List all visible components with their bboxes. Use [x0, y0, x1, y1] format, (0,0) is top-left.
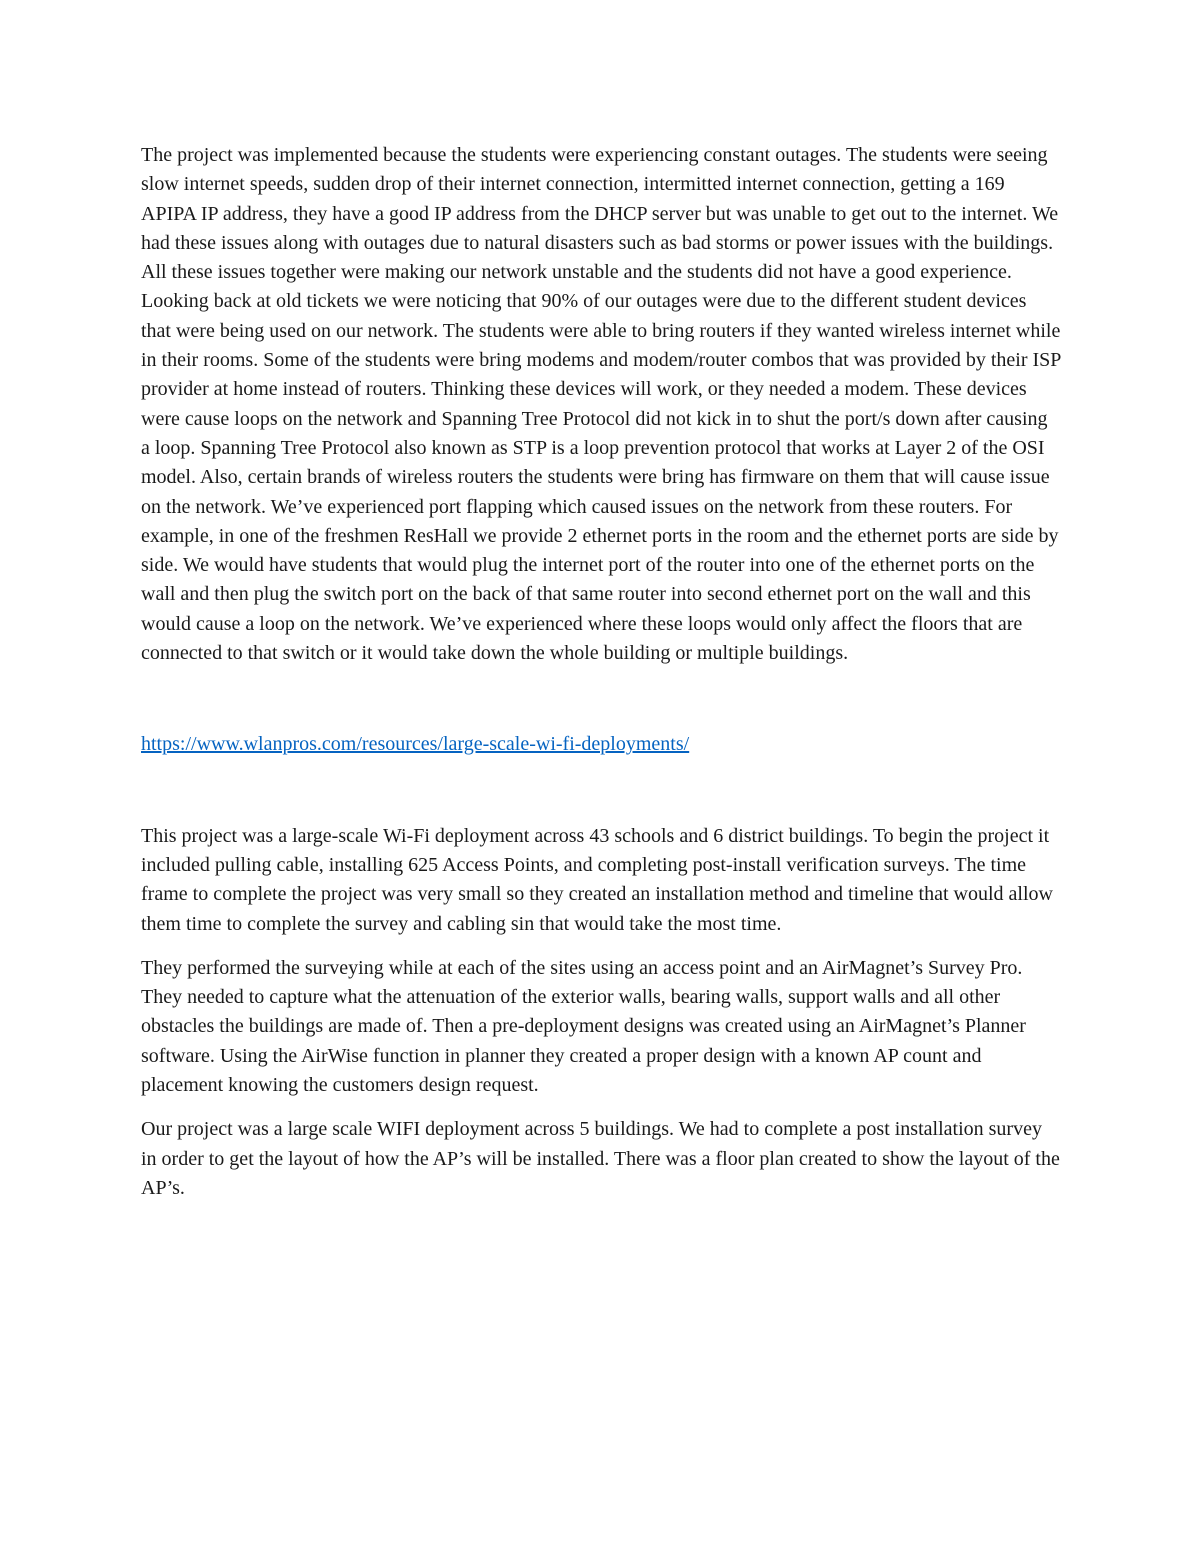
paragraph-our-project: Our project was a large scale WIFI deployment across 5 buildings. We had to complete a post installation survey in order to get the layout of how the AP’s will be installed. There was a floor plan created to show the layout of the AP’s.: [141, 1118, 1060, 1199]
reference-link-line: [141, 730, 1061, 759]
reference-link[interactable]: https://www.wlanpros.com/resources/large-scale-wi-fi-deployments/: [141, 733, 690, 756]
document-page: [141, 141, 1061, 1203]
paragraph-surveying: They performed the surveying while at each of the sites using an access point and an AirMagnet’s Survey Pro. They needed to capture what the attenuation of the exterior walls, bearing walls, support walls and all other obstacles the buildings are made of. Then a pre-deployment designs was created using an AirMagnet’s Planner software. Using the AirWise function in planner they created a proper design with a known AP count and placement knowing the customers design request.: [141, 956, 1026, 1097]
paragraph-outages: The project was implemented because the students were experiencing constant outages. The students were seeing slow internet speeds, sudden drop of their internet connection, intermitted internet connection, getting a 169 APIPA IP address, they have a good IP address from the DHCP server but was unable to get out to the internet. We had these issues along with outages due to natural disasters such as bad storms or power issues with the buildings. All these issues together were making our network unstable and the students did not have a good experience. Looking back at old tickets we were noticing that 90% of our outages were due to the different student devices that were being used on our network. The students were able to bring routers if they wanted wireless internet while in their rooms. Some of the students were bring modems and modem/router combos that was provided by their ISP provider at home instead of routers. Thinking these devices will work, or they needed a modem. These devices were cause loops on the network and Spanning Tree Protocol did not kick in to shut the port/s down after causing a loop. Spanning Tree Protocol also known as STP is a loop prevention protocol that works at Layer 2 of the OSI model. Also, certain brands of wireless routers the students were bring has firmware on them that will cause issue on the network. We’ve experienced port flapping which caused issues on the network from these routers. For example, in one of the freshmen ResHall we provide 2 ethernet ports in the room and the ethernet ports are side by side. We would have students that would plug the internet port of the router into one of the ethernet ports on the wall and then plug the switch port on the back of that same router into second ethernet port on the wall and this would cause a loop on the network. We’ve experienced where these loops would only affect the floors that are connected to that switch or it would take down the whole building or multiple buildings.: [141, 144, 1061, 665]
paragraph-large-scale-deployment: This project was a large-scale Wi-Fi deployment across 43 schools and 6 district buildings. To begin the project it included pulling cable, installing 625 Access Points, and completing post-install verification surveys. The time frame to complete the project was very small so they created an installation method and timeline that would allow them time to complete the survey and cabling sin that would take the most time.: [141, 824, 1053, 935]
